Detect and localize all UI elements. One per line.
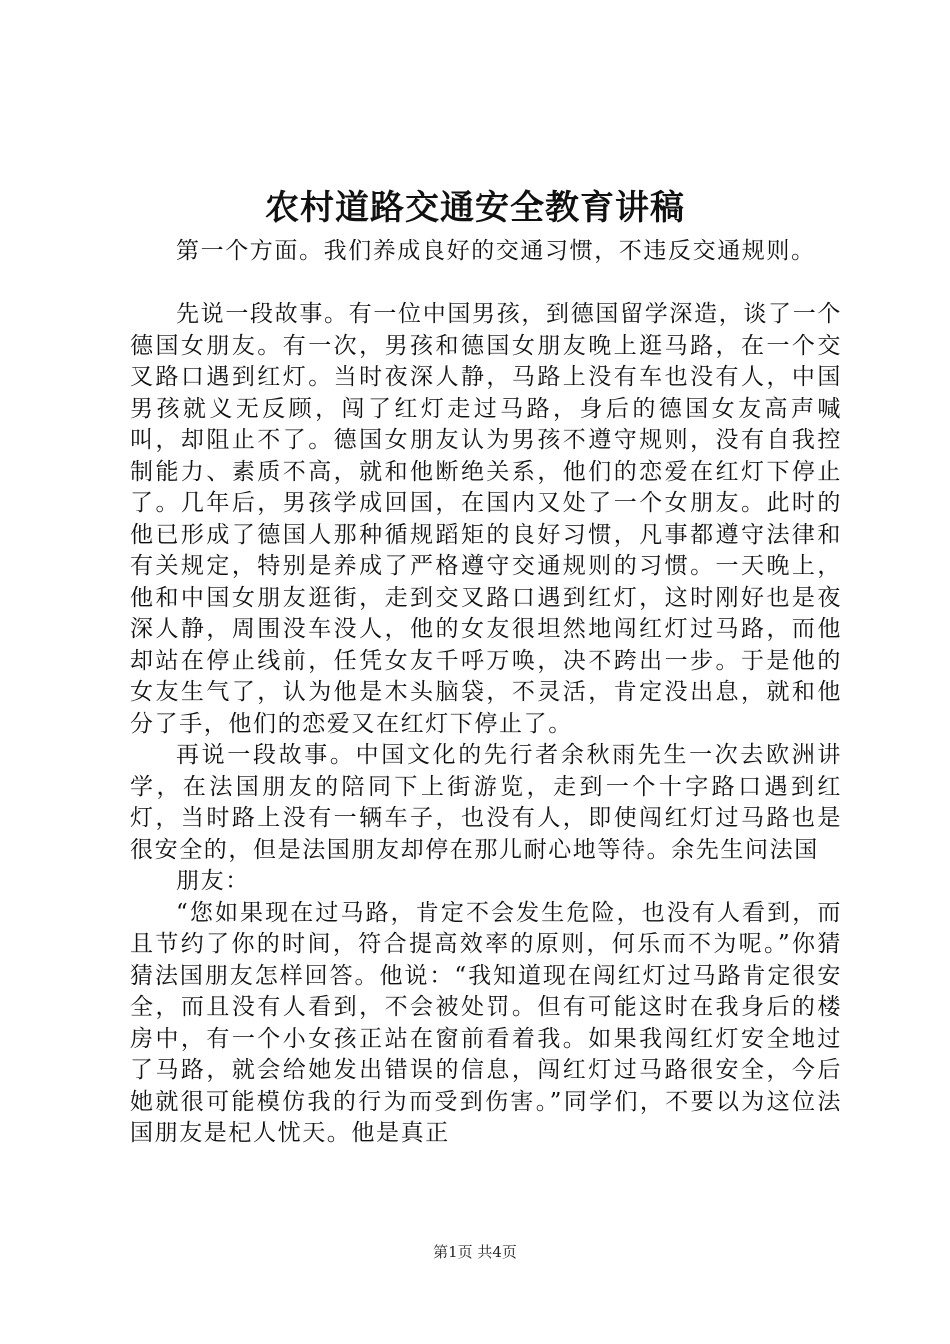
page-number-footer: 第1页 共4页 (433, 1243, 517, 1261)
paragraph-story-one: 先说一段故事。有一位中国男孩，到德国留学深造，谈了一个德国女朋友。有一次，男孩和德国女朋友晚上逛马路，在一个交叉路口遇到红灯。当时夜深人静，马路上没有车也没有人，中国男孩就义无反顾，闯了红灯走过马路，身后的德国女友高声喊叫，却阻止不了。德国女朋友认为男孩不遵守规则，没有自我控制能力、素质不高，就和他断绝关系，他们的恋爱在红灯下停止了。几年后，男孩学成回国，在国内又处了一个女朋友。此时的他已形成了德国人那种循规蹈矩的良好习惯，凡事都遵守法律和有关规定，特别是养成了严格遵守交通规则的习惯。一天晚上，他和中国女朋友逛街，走到交叉路口遇到红灯，这时刚好也是夜深人静，周围没车没人，他的女友很坦然地闯红灯过马路，而他却站在停止线前，任凭女友千呼万唤，决不跨出一步。于是他的女友生气了，认为他是木头脑袋，不灵活，肯定没出息，就和他分了手，他们的恋爱又在红灯下停止了。 (130, 301, 842, 737)
paragraph-story-two: 再说一段故事。中国文化的先行者余秋雨先生一次去欧洲讲学，在法国朋友的陪同下上街游览，走到一个十字路口遇到红灯，当时路上没有一辆车子，也没有人，即使闯红灯过马路也是很安全的，但是法国朋友却停在那儿耐心地等待。余先生问法国 (130, 742, 842, 863)
document-body (130, 236, 842, 1150)
document-title: 农村道路交通安全教育讲稿 (265, 188, 685, 228)
paragraph-friend-label: 朋友： (176, 868, 250, 894)
paragraph-intro: 第一个方面。我们养成良好的交通习惯，不违反交通规则。 (176, 238, 816, 264)
paragraph-dialogue: “您如果现在过马路，肯定不会发生危险，也没有人看到，而且节约了你的时间，符合提高效率的原则，何乐而不为呢。”你猜猜法国朋友怎样回答。他说：“我知道现在闯红灯过马路肯定很安全，而且没有人看到，不会被处罚。但有可能这时在我身后的楼房中，有一个小女孩正站在窗前看着我。如果我闯红灯安全地过了马路，就会给她发出错误的信息，闯红灯过马路很安全，今后她就很可能模仿我的行为而受到伤害。”同学们，不要以为这位法国朋友是杞人忧天。他是真正 (130, 899, 842, 1146)
